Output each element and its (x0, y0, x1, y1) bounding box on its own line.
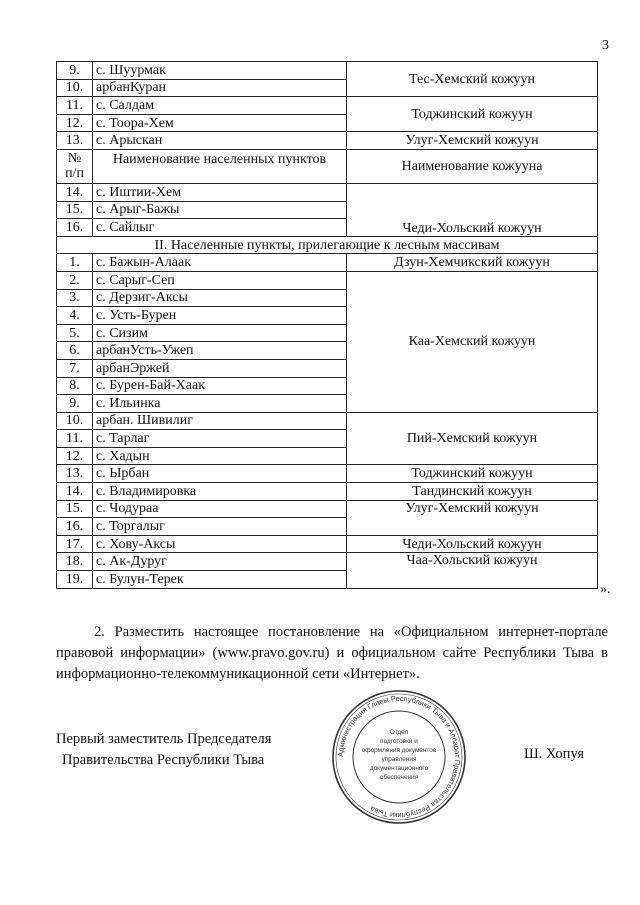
seal-center-line: документационного (369, 765, 429, 772)
settlement-name: с. Хадын (93, 447, 347, 465)
seal-center-line: Отдел (389, 729, 409, 736)
settlement-name: с. Чодураа (93, 500, 347, 518)
settlement-name: с. Ырбан (93, 465, 347, 483)
row-number: 5. (57, 324, 93, 342)
row-number: 16. (57, 518, 93, 536)
table-row (57, 62, 598, 80)
seal-center-line: подготовки и (380, 738, 418, 745)
settlement-name: арбанКуран (93, 79, 347, 97)
row-number: 10. (57, 79, 93, 97)
official-seal (330, 688, 468, 826)
row-number: 15. (57, 500, 93, 518)
signer-title-line1: Первый заместитель Председателя (56, 731, 272, 747)
row-number: 7. (57, 359, 93, 377)
settlement-name: с. Тарлаг (93, 430, 347, 448)
table-row (57, 254, 598, 272)
district-name: Чаа-Хольский кожуун (347, 553, 598, 588)
seal-center-line: обеспечения (379, 774, 419, 781)
settlement-name: с. Сарыг-Сеп (93, 271, 347, 289)
settlement-name: арбан. Шивилиг (93, 412, 347, 430)
row-number: 6. (57, 342, 93, 360)
table-header-row (57, 149, 598, 183)
header-district: Наименование кожууна (347, 149, 598, 183)
table-row (57, 97, 598, 115)
row-number: 18. (57, 553, 93, 571)
settlement-name: с. Хову-Аксы (93, 535, 347, 553)
row-number: 16. (57, 219, 93, 237)
seal-ring-text: Администрация Главы Республики Тыва и Аппарат Правительства Республики Тыва (335, 693, 463, 821)
settlement-name: с. Владимировка (93, 483, 347, 501)
settlement-name: с. Бажын-Алаак (93, 254, 347, 272)
district-name: Чеди-Хольский кожуун (347, 535, 598, 553)
settlement-name: с. Ильинка (93, 395, 347, 413)
row-number: 13. (57, 465, 93, 483)
row-number: 12. (57, 447, 93, 465)
row-number: 1. (57, 254, 93, 272)
table-row (57, 553, 598, 571)
settlement-name: с. Иштии-Хем (93, 183, 347, 201)
row-number: 8. (57, 377, 93, 395)
row-number: 10. (57, 412, 93, 430)
header-number-abbr: п/п (65, 166, 84, 182)
district-name: Тоджинский кожуун (347, 97, 598, 132)
paragraph-text: 2. Разместить настоящее постановление на «Официальном интернет-портале правовой информации» (www.pravo.gov.ru) и официальном сайте Республики Тыва в информационно-телекоммуникационной сети «Интернет». (56, 624, 608, 682)
district-name: Тес-Хемский кожуун (347, 62, 598, 97)
seal-center-text (362, 729, 437, 781)
row-number: 15. (57, 201, 93, 219)
seal-center-line: оформления документов (361, 747, 437, 754)
settlement-name: с. Тоора-Хем (93, 114, 347, 132)
table-row (57, 271, 598, 289)
row-number: 19. (57, 571, 93, 589)
table-row (57, 483, 598, 501)
district-name: Улуг-Хемский кожуун (347, 500, 598, 535)
row-number: 11. (57, 97, 93, 115)
signer-title-line2: Правительства Республики Тыва (62, 752, 265, 768)
district-name: Тандинский кожуун (347, 483, 598, 501)
table-row (57, 465, 598, 483)
row-number: 2. (57, 271, 93, 289)
row-number: 14. (57, 483, 93, 501)
row-number: 13. (57, 132, 93, 150)
body-paragraph (56, 622, 608, 685)
header-settlement: Наименование населенных пунктов (93, 149, 347, 183)
header-number (57, 149, 93, 183)
settlement-name: арбанУсть-Ужеп (93, 342, 347, 360)
row-number: 17. (57, 535, 93, 553)
closing-quote: ». (600, 582, 611, 597)
settlement-name: с. Салдам (93, 97, 347, 115)
settlement-name: с. Усть-Бурен (93, 307, 347, 325)
section-title: II. Населенные пункты, прилегающие к лесным массивам (57, 236, 598, 254)
row-number: 12. (57, 114, 93, 132)
district-name: Тоджинский кожуун (347, 465, 598, 483)
settlement-name: с. Шуурмак (93, 62, 347, 80)
district-name: Пий-Хемский кожуун (347, 412, 598, 465)
settlement-name: арбанЭржей (93, 359, 347, 377)
header-number-symbol: № (67, 151, 82, 167)
row-number: 9. (57, 395, 93, 413)
page-number: 3 (602, 38, 609, 53)
row-number: 14. (57, 183, 93, 201)
settlement-name: с. Дерзиг-Аксы (93, 289, 347, 307)
settlement-name: с. Сизим (93, 324, 347, 342)
settlement-name: с. Арыг-Бажы (93, 201, 347, 219)
table-row (57, 500, 598, 518)
settlement-name: с. Арыскан (93, 132, 347, 150)
district-name: Чеди-Хольский кожуун (347, 183, 598, 236)
row-number: 9. (57, 62, 93, 80)
table-row (57, 132, 598, 150)
settlement-name: с. Ак-Дуруг (93, 553, 347, 571)
row-number: 4. (57, 307, 93, 325)
district-name: Улуг-Хемский кожуун (347, 132, 598, 150)
signer-name: Ш. Хопуя (524, 746, 585, 762)
district-name: Каа-Хемский кожуун (347, 271, 598, 412)
settlement-name: с. Сайлыг (93, 219, 347, 237)
table-row (57, 183, 598, 201)
settlement-name: с. Булун-Терек (93, 571, 347, 589)
signer-title (56, 729, 271, 771)
row-number: 11. (57, 430, 93, 448)
row-number: 3. (57, 289, 93, 307)
settlement-name: с. Бурен-Бай-Хаак (93, 377, 347, 395)
settlement-name: с. Торгалыг (93, 518, 347, 536)
settlements-table (56, 61, 598, 589)
section-row (57, 236, 598, 254)
district-name: Дзун-Хемчикский кожуун (347, 254, 598, 272)
table-row (57, 412, 598, 430)
seal-center-line: управления (381, 756, 417, 763)
table-row (57, 535, 598, 553)
